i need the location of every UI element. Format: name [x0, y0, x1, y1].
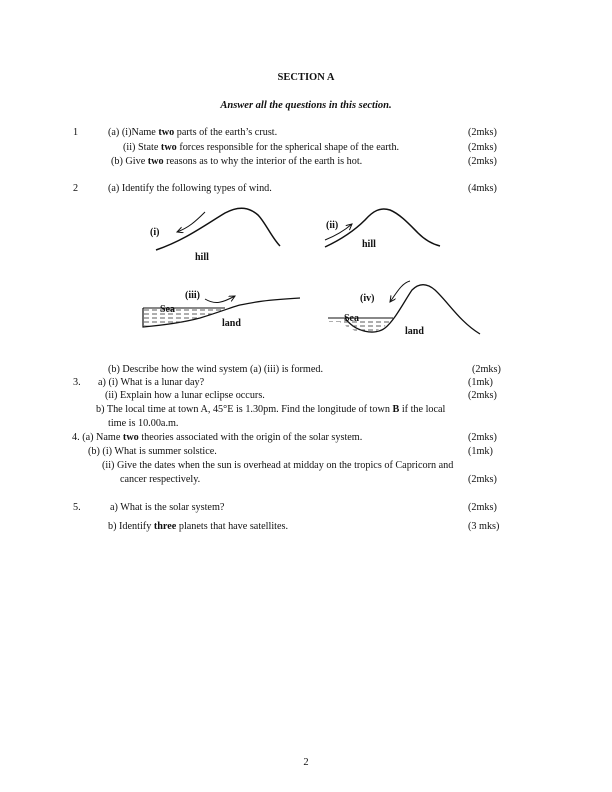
- emphasis: two: [147, 156, 164, 167]
- diagram-iii-sea-breeze: [143, 290, 300, 329]
- diagram-label: (iii): [185, 290, 200, 301]
- marks: (2mks): [468, 142, 497, 153]
- question-text-continued: cancer respectively.: [120, 474, 201, 485]
- question-text: [108, 521, 288, 532]
- text-segment: theories associated with the origin of the solar system.: [138, 432, 363, 443]
- diagram-label: (i): [150, 227, 160, 238]
- question-text: (a) Identify the following types of wind.: [108, 183, 272, 194]
- section-instruction: Answer all the questions in this section.: [220, 100, 392, 111]
- arrow-down-slope-icon: [177, 212, 205, 232]
- question-text: [96, 404, 445, 415]
- diagram-i-katabatic: [150, 208, 280, 263]
- land-label: land: [222, 318, 241, 329]
- diagram-caption: hill: [195, 252, 209, 263]
- question-text-continued: time is 10.00a.m.: [108, 418, 179, 429]
- text-segment: b) Identify: [108, 521, 154, 532]
- marks: (2mks): [468, 474, 497, 485]
- text-segment: (b) Give: [111, 156, 148, 167]
- hill-profile: [156, 208, 280, 250]
- emphasis: two: [158, 127, 175, 138]
- emphasis: two: [122, 432, 139, 443]
- text-segment: if the local: [399, 404, 446, 415]
- diagram-label: (ii): [326, 220, 339, 231]
- emphasis: two: [160, 142, 177, 153]
- text-segment: parts of the earth’s crust.: [174, 127, 278, 138]
- page-number: 2: [303, 757, 309, 768]
- text-segment: 4. (a) Name: [72, 432, 123, 443]
- question-text: (ii) Explain how a lunar eclipse occurs.: [105, 390, 265, 401]
- marks: (2mks): [468, 156, 497, 167]
- sea-label: Sea: [160, 304, 175, 315]
- text-segment: b) The local time at town A, 45°E is 1.30pm. Find the longitude of town: [96, 404, 393, 415]
- sea-label: Sea: [344, 313, 359, 324]
- marks: (2mks): [468, 390, 497, 401]
- hill-profile: [325, 209, 440, 247]
- diagram-iv-land-breeze: [328, 281, 480, 337]
- marks: (2mks): [472, 364, 501, 375]
- sea-water: [144, 309, 225, 326]
- emphasis: three: [153, 521, 177, 532]
- diagram-caption: hill: [362, 239, 376, 250]
- text-segment: forces responsible for the spherical shape of the earth.: [176, 142, 400, 153]
- question-text: [72, 432, 362, 443]
- question-number: 5.: [73, 502, 81, 513]
- question-text: (ii) Give the dates when the sun is overhead at midday on the tropics of Capricorn and: [102, 460, 454, 471]
- question-text: (b) (i) What is summer solstice.: [88, 446, 217, 457]
- text-segment: reasons as to why the interior of the earth is hot.: [163, 156, 363, 167]
- question-text: a) (i) What is a lunar day?: [98, 377, 205, 388]
- marks: (2mks): [468, 127, 497, 138]
- text-segment: planets that have satellites.: [176, 521, 289, 532]
- question-text: (b) Describe how the wind system (a) (iii) is formed.: [108, 364, 324, 375]
- marks: (1mk): [468, 446, 493, 457]
- text-segment: (ii) State: [123, 142, 161, 153]
- emphasis: B: [392, 404, 400, 415]
- text-segment: (a) (i)Name: [108, 127, 159, 138]
- question-number: 3.: [73, 377, 81, 388]
- wind-diagrams: [0, 0, 612, 360]
- marks: (3 mks): [468, 521, 500, 532]
- marks: (4mks): [468, 183, 497, 194]
- section-title: SECTION A: [277, 72, 335, 83]
- diagram-ii-anabatic: [325, 209, 440, 250]
- question-number: 1: [73, 127, 79, 138]
- land-label: land: [405, 326, 424, 337]
- diagram-label: (iv): [360, 293, 375, 304]
- arrow-landward-icon: [205, 296, 235, 303]
- question-number: 2: [73, 183, 79, 194]
- marks: (2mks): [468, 502, 497, 513]
- question-text: a) What is the solar system?: [110, 502, 225, 513]
- marks: (2mks): [468, 432, 497, 443]
- marks: (1mk): [468, 377, 493, 388]
